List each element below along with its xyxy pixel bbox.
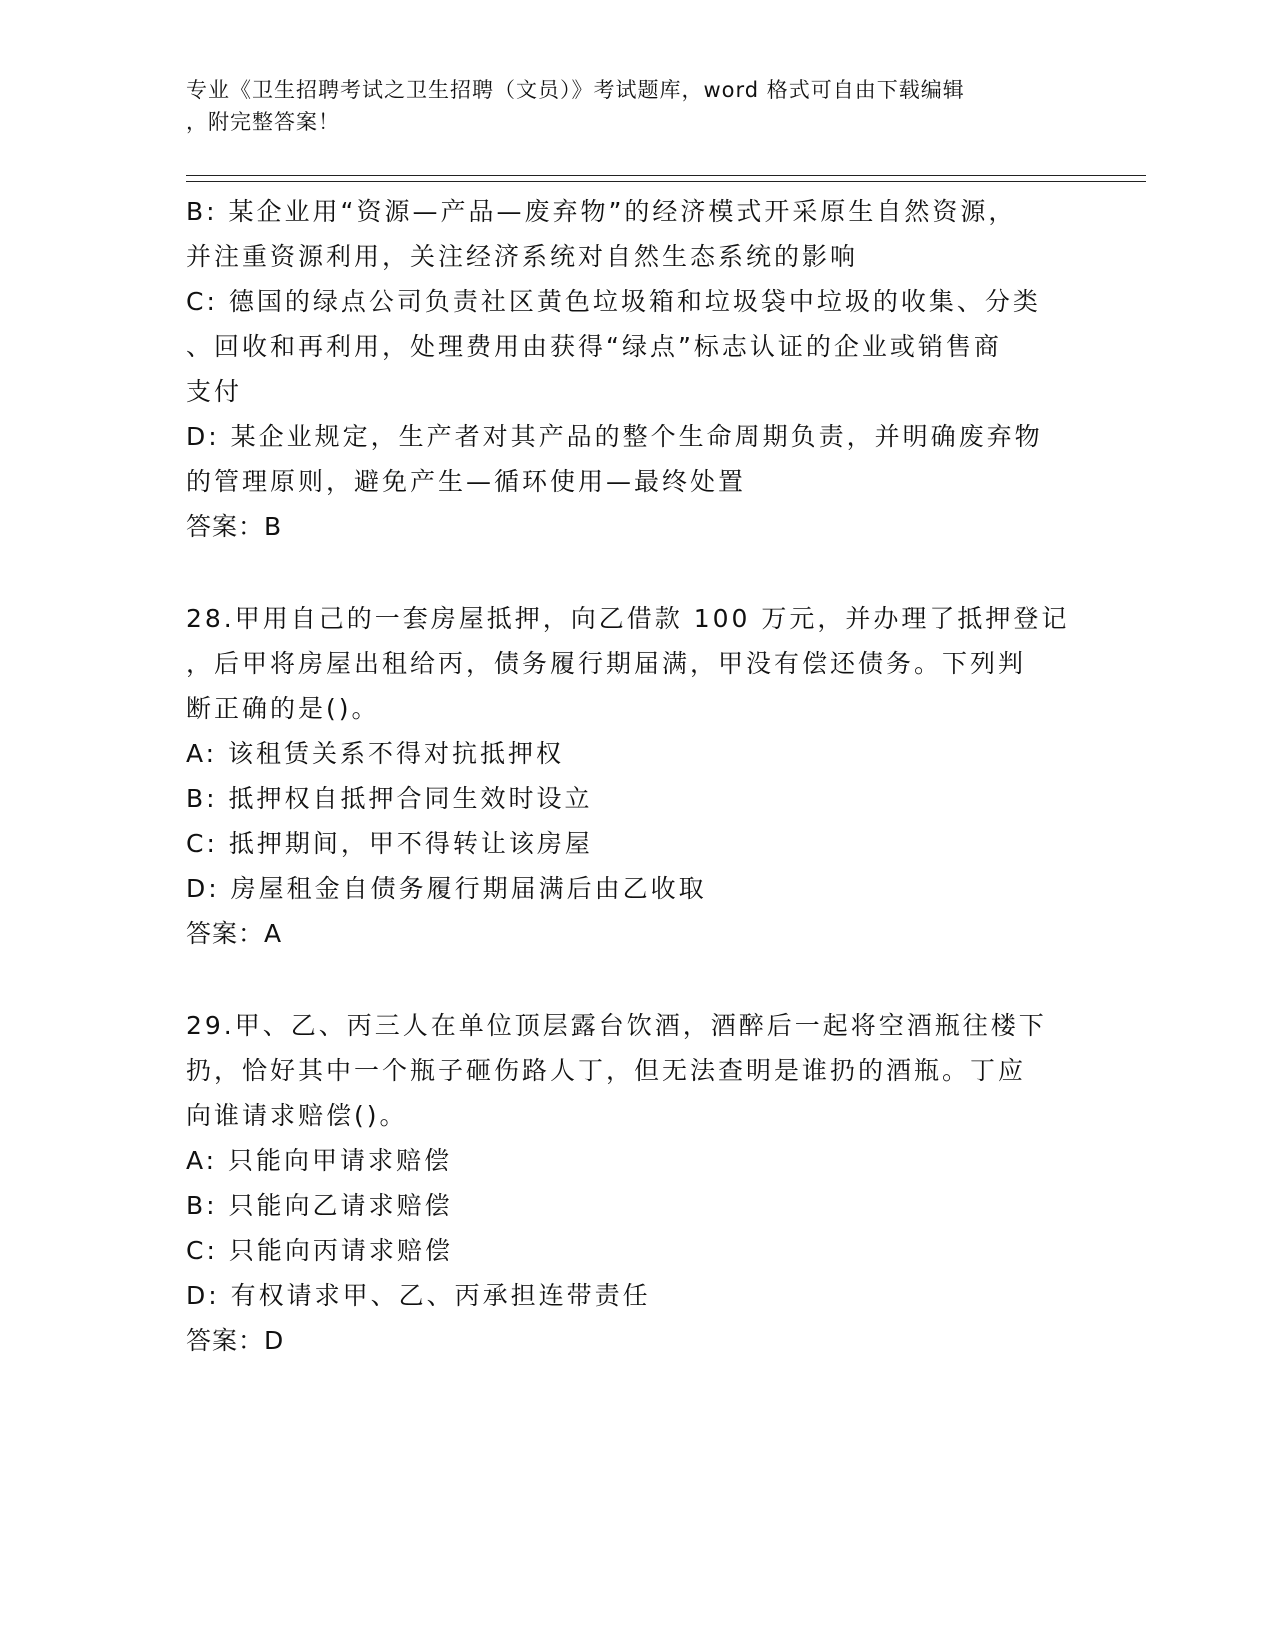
option-c-line-2: 、回收和再利用，处理费用由获得“绿点”标志认证的企业或销售商: [186, 332, 1002, 361]
option-d: D: 有权请求甲、乙、丙承担连带责任: [186, 1281, 651, 1310]
previous-question: [186, 189, 1086, 549]
question-stem-line-3: 断正确的是()。: [186, 694, 380, 723]
option-c: [186, 279, 1086, 414]
option-c-line-3: 支付: [186, 377, 243, 406]
header-rule-top: [186, 175, 1146, 176]
answer: 答案：D: [186, 1326, 285, 1355]
option-a: A: 只能向甲请求赔偿: [186, 1146, 453, 1175]
option-c: C: 只能向丙请求赔偿: [186, 1236, 453, 1265]
header-rule-bottom: [186, 181, 1146, 182]
spacer: [186, 549, 1086, 596]
document-header: [186, 74, 1086, 138]
option-c: C: 抵押期间，甲不得转让该房屋: [186, 829, 593, 858]
question-stem-line-1: 29.甲、乙、丙三人在单位顶层露台饮酒，酒醉后一起将空酒瓶往楼下: [186, 1011, 1047, 1040]
spacer: [186, 956, 1086, 1003]
option-b-line-2: 并注重资源利用，关注经济系统对自然生态系统的影响: [186, 242, 859, 271]
option-b: B: 只能向乙请求赔偿: [186, 1191, 453, 1220]
answer: 答案：A: [186, 919, 283, 948]
option-b: [186, 189, 1086, 279]
option-d-line-1: D: 某企业规定，生产者对其产品的整个生命周期负责，并明确废弃物: [186, 422, 1043, 451]
question-stem-line-1: 28.甲用自己的一套房屋抵押，向乙借款 100 万元，并办理了抵押登记: [186, 604, 1070, 633]
option-d-line-2: 的管理原则，避免产生—循环使用—最终处置: [186, 467, 747, 496]
option-c-line-1: C: 德国的绿点公司负责社区黄色垃圾箱和垃圾袋中垃圾的收集、分类: [186, 287, 1041, 316]
header-line-2: ，附完整答案！: [186, 110, 340, 134]
option-b-line-1: B: 某企业用“资源—产品—废弃物”的经济模式开采原生自然资源，: [186, 197, 1017, 226]
question-stem-line-2: 扔，恰好其中一个瓶子砸伤路人丁，但无法查明是谁扔的酒瓶。丁应: [186, 1056, 1027, 1085]
question-29: [186, 1003, 1086, 1363]
option-a: A: 该租赁关系不得对抗抵押权: [186, 739, 565, 768]
document-body: [186, 189, 1086, 1363]
question-stem-line-3: 向谁请求赔偿()。: [186, 1101, 408, 1130]
option-d: [186, 414, 1086, 504]
option-d: D: 房屋租金自债务履行期届满后由乙收取: [186, 874, 707, 903]
question-28: [186, 596, 1086, 956]
option-b: B: 抵押权自抵押合同生效时设立: [186, 784, 593, 813]
answer: 答案：B: [186, 512, 283, 541]
question-stem-line-2: ，后甲将房屋出租给丙，债务履行期届满，甲没有偿还债务。下列判: [186, 649, 1027, 678]
header-line-1: 专业《卫生招聘考试之卫生招聘（文员）》考试题库，word 格式可自由下载编辑: [186, 78, 965, 102]
